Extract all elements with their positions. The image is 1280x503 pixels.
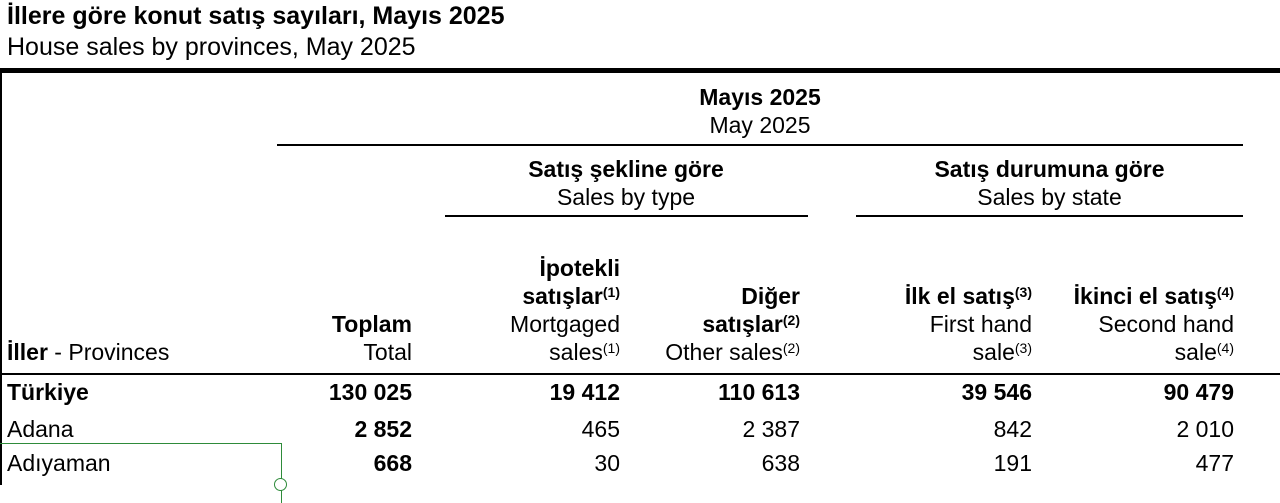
table-title-tr: İllere göre konut satış sayıları, Mayıs 2025 xyxy=(7,2,505,30)
sheet-left-border xyxy=(0,68,2,485)
first-hand-header-en-2: sale$^{(3)}$ xyxy=(972,339,1032,365)
table-title-en: House sales by provinces, May 2025 xyxy=(7,33,416,61)
period-rule xyxy=(277,144,1243,146)
mortgaged-header-en-2: sales$^{(1)}$ xyxy=(549,339,620,365)
other-header-tr-2: satışlar$^{(2)}$ xyxy=(702,311,800,337)
cell-first-hand[interactable]: 842 xyxy=(993,416,1032,442)
by-state-header-tr: Satış durumuna göre xyxy=(934,156,1165,182)
mortgaged-header-tr-2: satışlar$^{(1)}$ xyxy=(522,283,620,309)
cell-province[interactable]: Türkiye xyxy=(7,379,89,405)
total-header-en: Total xyxy=(363,339,412,365)
by-type-rule xyxy=(445,215,808,217)
other-header-en: Other sales$^{(2)}$ xyxy=(665,339,800,365)
second-hand-header-tr: İkinci el satış$^{(4)}$ xyxy=(1073,283,1234,309)
cell-total[interactable]: 130 025 xyxy=(328,379,412,405)
cell-second-hand[interactable]: 2 010 xyxy=(1176,416,1234,442)
cell-mortgaged[interactable]: 465 xyxy=(581,416,620,442)
total-header-tr: Toplam xyxy=(331,311,412,337)
by-state-header-en: Sales by state xyxy=(977,184,1122,210)
mortgaged-header-en-1: Mortgaged xyxy=(510,311,620,337)
cell-total[interactable]: 2 852 xyxy=(354,416,412,442)
cell-mortgaged[interactable]: 19 412 xyxy=(549,379,620,405)
period-header-en: May 2025 xyxy=(709,112,811,138)
mortgaged-header-tr-1: İpotekli xyxy=(539,255,620,281)
cell-other[interactable]: 110 613 xyxy=(718,379,800,405)
by-type-header-tr: Satış şekline göre xyxy=(528,156,724,182)
cell-selection-box[interactable] xyxy=(0,443,282,503)
cell-first-hand[interactable]: 39 546 xyxy=(961,379,1032,405)
second-hand-header-en-1: Second hand xyxy=(1098,311,1234,337)
period-header-tr: Mayıs 2025 xyxy=(699,84,821,110)
cell-first-hand[interactable]: 191 xyxy=(993,450,1032,476)
cell-other[interactable]: 638 xyxy=(761,450,800,476)
cell-province[interactable]: Adana xyxy=(7,416,74,442)
cell-total[interactable]: 668 xyxy=(373,450,412,476)
header-bottom-rule xyxy=(0,373,1280,375)
cell-second-hand[interactable]: 477 xyxy=(1195,450,1234,476)
cell-second-hand[interactable]: 90 479 xyxy=(1163,379,1234,405)
by-state-rule xyxy=(856,215,1243,217)
first-hand-header-tr: İlk el satış$^{(3)}$ xyxy=(904,283,1032,309)
cell-mortgaged[interactable]: 30 xyxy=(594,450,620,476)
cell-province[interactable]: Adıyaman xyxy=(7,450,111,476)
title-divider xyxy=(0,68,1280,73)
province-column-header: İller - Provinces xyxy=(7,339,170,365)
cell-other[interactable]: 2 387 xyxy=(742,416,800,442)
second-hand-header-en-2: sale$^{(4)}$ xyxy=(1174,339,1234,365)
other-header-tr-1: Diğer xyxy=(741,283,800,309)
first-hand-header-en-1: First hand xyxy=(929,311,1032,337)
by-type-header-en: Sales by type xyxy=(556,184,696,210)
